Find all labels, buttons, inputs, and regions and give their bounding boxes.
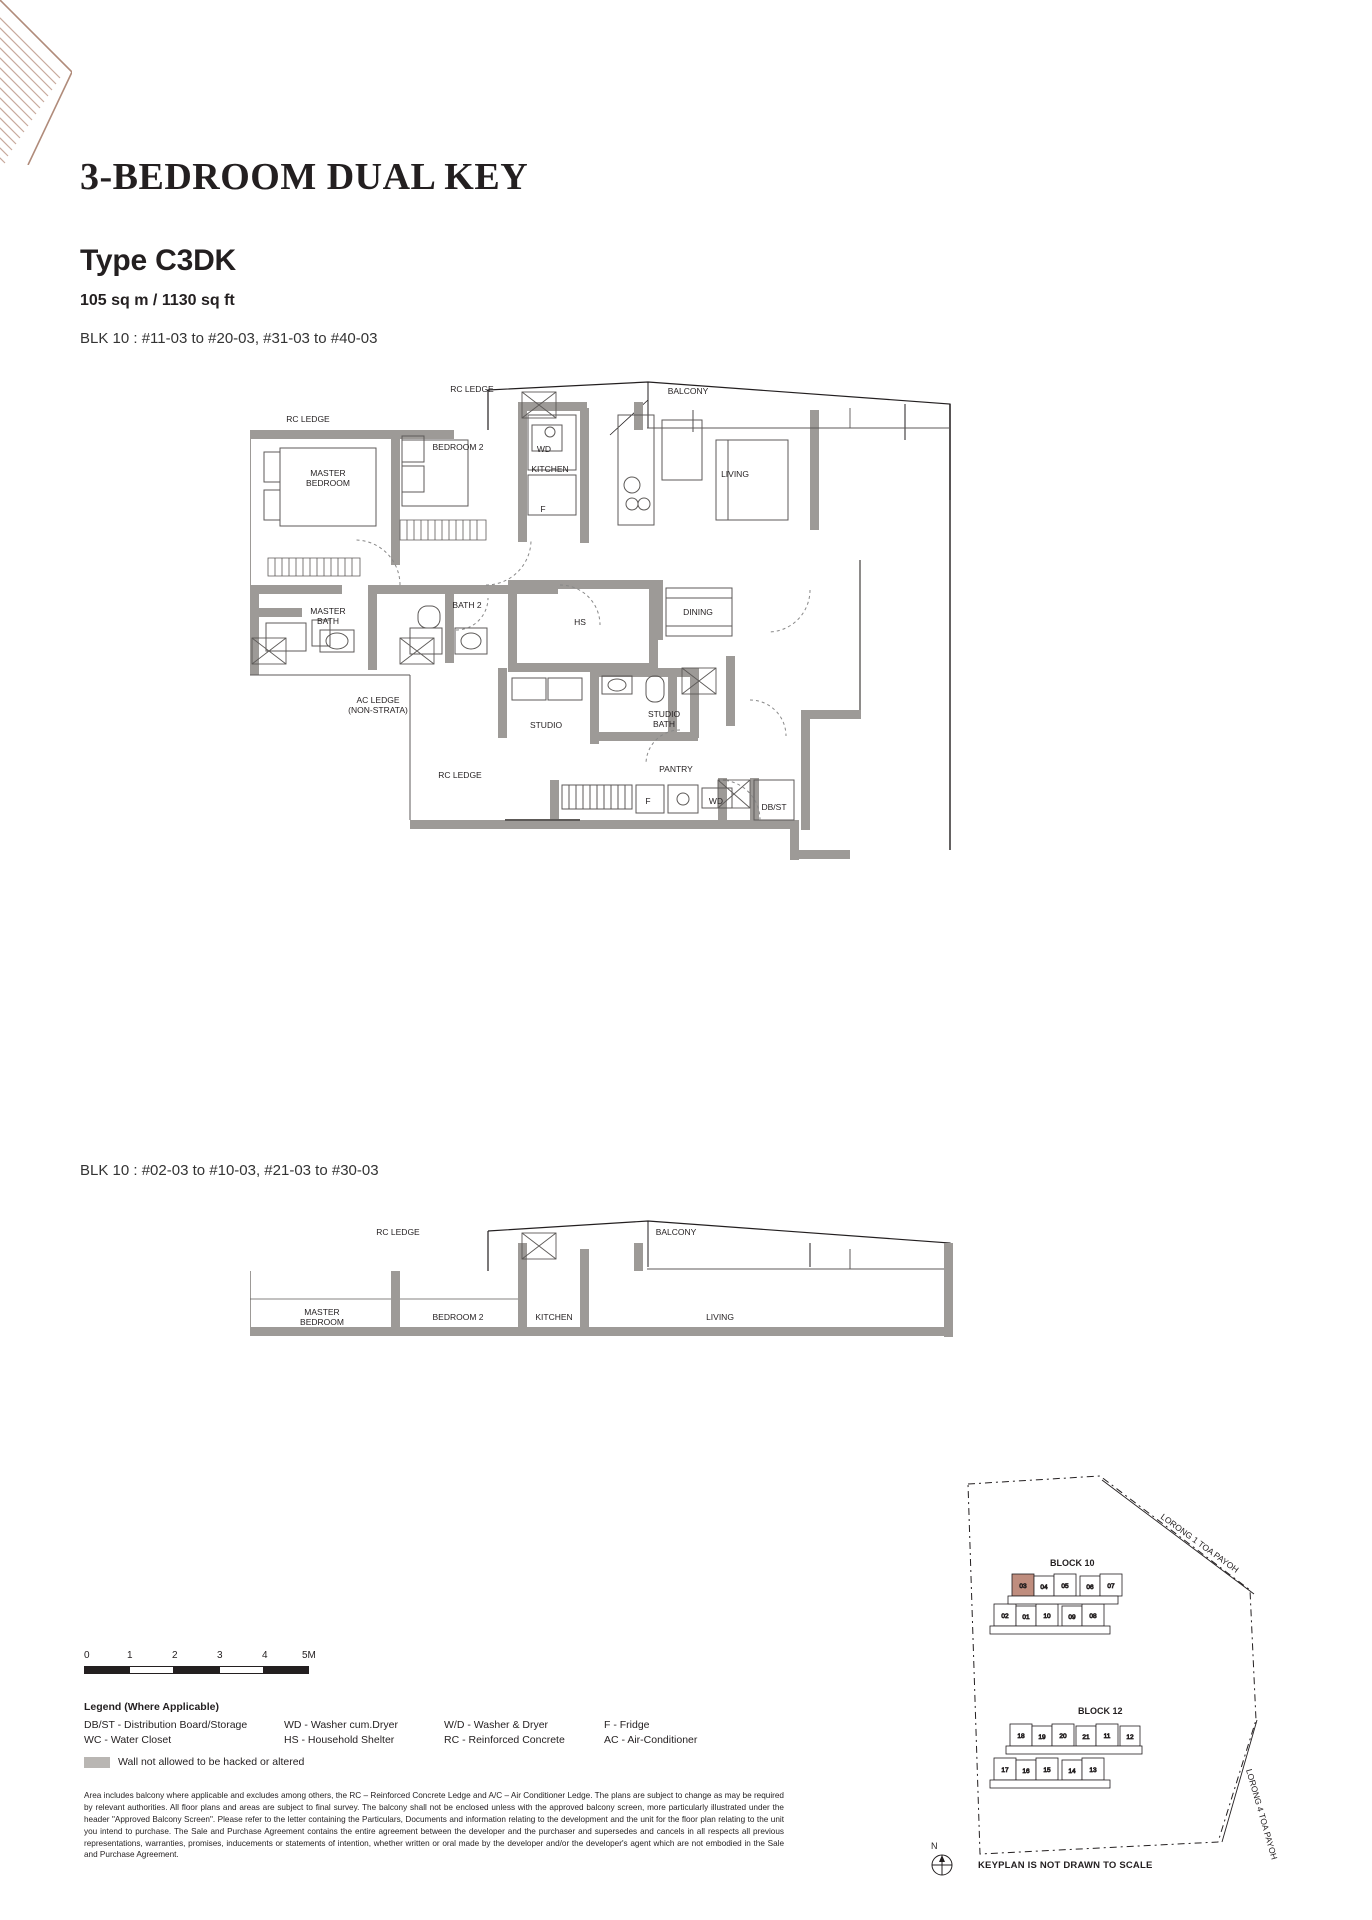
north-label: N	[931, 1841, 938, 1851]
floor-plan-main	[250, 380, 1010, 1060]
svg-text:BATH: BATH	[652, 719, 676, 729]
svg-text:18: 18	[1017, 1733, 1025, 1740]
block-line-2: BLK 10 : #02-03 to #10-03, #21-03 to #30-03	[80, 1162, 379, 1179]
svg-text:F: F	[540, 504, 546, 514]
svg-text:BEDROOM: BEDROOM	[306, 478, 350, 488]
road-label-lorong1: LORONG 1 TOA PAYOH	[1158, 1511, 1241, 1575]
road-label-lorong4: LORONG 4 TOA PAYOH	[1244, 1767, 1280, 1861]
legend-item: F - Fridge	[604, 1719, 650, 1732]
svg-text:WD: WD	[708, 796, 724, 806]
svg-text:LIVING: LIVING	[706, 1312, 734, 1322]
svg-text:04: 04	[1040, 1584, 1048, 1591]
svg-text:03: 03	[1019, 1583, 1027, 1590]
scale-bar	[84, 1650, 374, 1674]
scale-tick-1: 1	[127, 1650, 133, 1661]
svg-text:MASTER: MASTER	[304, 1307, 340, 1317]
disclaimer-text: Area includes balcony where applicable and excludes among others, the RC – Reinforced Concrete Ledge and A/C – Air Conditioner Ledge. The plans are subject to change as may be required by relevant authorities. All floor plans and areas are subject to final survey. The balcony shall not be enclosed unless with the approved balcony screen, more particularly illustrated under the header "Approved Balcony Screen". Please refer to the letter containing the Particulars, Documents and information relating to the development and the unit for the floor plan relating to the unit you intend to purchase. The Sale and Purchase Agreement contains the entire agreement between the developer and the purchaser and supersedes and cancels in all respects all previous representations, warranties, promises, inducements or statements of intention, whether written or oral made by the developer and/or the developer's agent which are not embodied in the Sale and Purchase Agreement.	[84, 1791, 784, 1860]
svg-text:STUDIO: STUDIO	[647, 709, 681, 719]
legend-item: WD - Washer cum.Dryer	[284, 1719, 398, 1732]
svg-text:MASTER: MASTER	[310, 468, 346, 478]
svg-text:12: 12	[1126, 1734, 1134, 1741]
legend-item: WC - Water Closet	[84, 1734, 172, 1747]
svg-text:PANTRY: PANTRY	[659, 764, 693, 774]
svg-text:07: 07	[1107, 1583, 1115, 1590]
svg-text:LIVING: LIVING	[721, 469, 749, 479]
svg-text:HS: HS	[574, 617, 586, 627]
scale-tick-0: 0	[84, 1650, 90, 1661]
svg-text:11: 11	[1103, 1733, 1111, 1740]
keyplan-note: KEYPLAN IS NOT DRAWN TO SCALE	[978, 1860, 1153, 1871]
svg-text:10: 10	[1043, 1613, 1051, 1620]
block10-label: BLOCK 10	[1050, 1558, 1095, 1568]
svg-text:RC LEDGE: RC LEDGE	[438, 770, 482, 780]
unit-type: Type C3DK	[80, 244, 237, 277]
legend-hack-note: Wall not allowed to be hacked or altered	[118, 1755, 305, 1768]
svg-text:F: F	[645, 796, 651, 806]
legend-item: DB/ST - Distribution Board/Storage	[84, 1719, 248, 1732]
legend-item: AC - Air-Conditioner	[604, 1734, 698, 1747]
svg-text:(NON-STRATA): (NON-STRATA)	[348, 705, 408, 715]
svg-text:20: 20	[1059, 1733, 1067, 1740]
svg-text:19: 19	[1038, 1734, 1046, 1741]
scale-tick-4: 4	[262, 1650, 268, 1661]
legend-item: RC - Reinforced Concrete	[444, 1734, 565, 1747]
svg-text:DINING: DINING	[683, 607, 713, 617]
corner-decoration	[0, 0, 72, 165]
svg-text:05: 05	[1061, 1583, 1069, 1590]
svg-text:RC LEDGE: RC LEDGE	[450, 384, 494, 394]
scale-tick-3: 3	[217, 1650, 223, 1661]
legend	[84, 1700, 804, 1770]
svg-text:KITCHEN: KITCHEN	[531, 464, 569, 474]
svg-text:16: 16	[1022, 1768, 1030, 1775]
svg-text:BATH: BATH	[316, 616, 340, 626]
unit-area: 105 sq m / 1130 sq ft	[80, 292, 235, 309]
block12-label: BLOCK 12	[1078, 1706, 1123, 1716]
svg-text:01: 01	[1022, 1614, 1030, 1621]
svg-text:15: 15	[1043, 1767, 1051, 1774]
svg-text:13: 13	[1089, 1767, 1097, 1774]
svg-text:RC LEDGE: RC LEDGE	[376, 1227, 420, 1237]
svg-text:AC LEDGE: AC LEDGE	[356, 695, 400, 705]
scale-tick-2: 2	[172, 1650, 178, 1661]
svg-text:KITCHEN: KITCHEN	[535, 1312, 573, 1322]
svg-text:STUDIO: STUDIO	[529, 720, 563, 730]
svg-text:14: 14	[1068, 1768, 1076, 1775]
scale-tick-5: 5M	[302, 1650, 316, 1661]
svg-text:08: 08	[1089, 1613, 1097, 1620]
svg-text:DB/ST: DB/ST	[761, 802, 787, 812]
legend-item: HS - Household Shelter	[284, 1734, 395, 1747]
wall-swatch	[84, 1757, 110, 1768]
svg-text:06: 06	[1086, 1584, 1094, 1591]
svg-text:MASTER: MASTER	[310, 606, 346, 616]
legend-item: W/D - Washer & Dryer	[444, 1719, 549, 1732]
keyplan	[950, 1470, 1290, 1880]
svg-text:BALCONY: BALCONY	[655, 1227, 697, 1237]
svg-text:17: 17	[1001, 1767, 1009, 1774]
svg-text:BEDROOM 2: BEDROOM 2	[432, 442, 484, 452]
svg-text:BEDROOM: BEDROOM	[300, 1317, 344, 1327]
svg-text:WD: WD	[536, 444, 552, 454]
north-compass	[925, 1840, 959, 1874]
svg-text:BATH 2: BATH 2	[452, 600, 482, 610]
svg-text:BEDROOM 2: BEDROOM 2	[432, 1312, 484, 1322]
svg-text:RC LEDGE: RC LEDGE	[286, 414, 330, 424]
svg-text:BALCONY: BALCONY	[667, 386, 709, 396]
svg-text:02: 02	[1001, 1613, 1009, 1620]
block-line-1: BLK 10 : #11-03 to #20-03, #31-03 to #40-03	[80, 330, 378, 347]
svg-text:21: 21	[1082, 1734, 1090, 1741]
page-title: 3-BEDROOM DUAL KEY	[80, 156, 529, 198]
floor-plan-alt	[250, 1215, 1010, 1375]
legend-heading: Legend (Where Applicable)	[84, 1701, 219, 1713]
svg-text:09: 09	[1068, 1614, 1076, 1621]
